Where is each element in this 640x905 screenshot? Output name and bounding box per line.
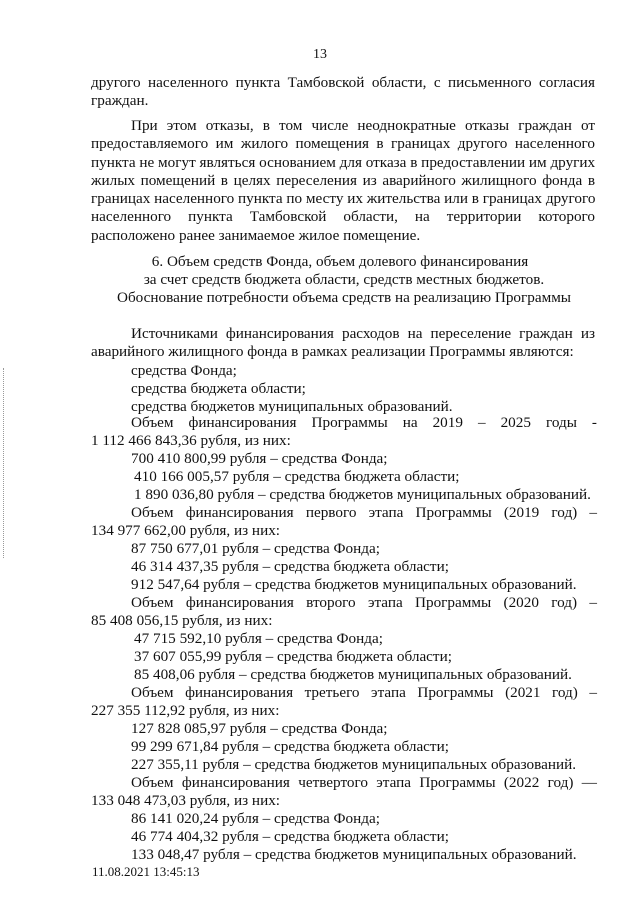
body-line: средства бюджета области; [131, 380, 306, 397]
body-line: Объем финансирования третьего этапа Программы (2021 год) – [131, 684, 597, 701]
body-line: 37 607 055,99 рубля – средства бюджета области; [134, 648, 452, 665]
body-line: 86 141 020,24 рубля – средства Фонда; [131, 810, 380, 827]
body-line: 99 299 671,84 рубля – средства бюджета области; [131, 738, 449, 755]
body-line: 87 750 677,01 рубля – средства Фонда; [131, 540, 380, 557]
paragraph-line: жилых помещений в целях переселения из аварийного жилищного фонда в [91, 172, 595, 189]
body-line: Источниками финансирования расходов на переселение граждан из [131, 325, 595, 342]
body-line: 47 715 592,10 рубля – средства Фонда; [134, 630, 383, 647]
body-line: 133 048 473,03 рубля, из них: [91, 792, 281, 809]
body-line: 133 048,47 рубля – средства бюджетов муниципальных образований. [131, 846, 577, 863]
paragraph-line: При этом отказы, в том числе неоднократные отказы граждан от [131, 117, 595, 134]
body-line: Объем финансирования первого этапа Программы (2019 год) – [131, 504, 597, 521]
section-heading-line: 6. Объем средств Фонда, объем долевого финансирования [151, 253, 529, 270]
body-line: 1 112 466 843,36 рубля, из них: [91, 432, 291, 449]
binding-edge-marks [3, 368, 5, 558]
section-heading-line: Обоснование потребности объема средств на реализацию Программы [116, 289, 572, 306]
body-line: 912 547,64 рубля – средства бюджетов муниципальных образований. [131, 576, 577, 593]
body-line: средства бюджетов муниципальных образований. [131, 398, 453, 415]
paragraph-line: другого населенного пункта Тамбовской области, с письменного согласия [91, 74, 595, 91]
body-line: Объем финансирования второго этапа Программы (2020 год) – [131, 594, 597, 611]
section-heading-line: за счет средств бюджета области, средств местных бюджетов. [143, 271, 545, 288]
body-line: Объем финансирования четвертого этапа Программы (2022 год) — [131, 774, 597, 791]
body-line: 134 977 662,00 рубля, из них: [91, 522, 281, 539]
paragraph-line: предоставляемого им жилого помещения в границах другого населенного [91, 135, 595, 152]
body-line: 85 408,06 рубля – средства бюджетов муниципальных образований. [134, 666, 572, 683]
body-line: 227 355,11 рубля – средства бюджетов муниципальных образований. [131, 756, 577, 773]
body-line: 700 410 800,99 рубля – средства Фонда; [131, 450, 388, 467]
paragraph-line: расположено ранее занимаемое жилое помещение. [91, 227, 421, 244]
page-number: 13 [313, 47, 327, 62]
body-line: 85 408 056,15 рубля, из них: [91, 612, 273, 629]
body-line: Объем финансирования Программы на 2019 – 2025 годы - [131, 414, 597, 431]
body-line: аварийного жилищного фонда в рамках реализации Программы являются: [91, 343, 574, 360]
body-line: 227 355 112,92 рубля, из них: [91, 702, 280, 719]
body-line: 1 890 036,80 рубля – средства бюджетов муниципальных образований. [134, 486, 591, 503]
paragraph-line: пункта не могут являться основанием для отказа в предоставлении им других [91, 154, 596, 171]
body-line: 410 166 005,57 рубля – средства бюджета области; [134, 468, 460, 485]
paragraph-line: границах населенного пункта по месту их жительства или в границах другого [91, 190, 596, 207]
body-line: средства Фонда; [131, 362, 237, 379]
footer-timestamp: 11.08.2021 13:45:13 [92, 864, 200, 879]
body-line: 127 828 085,97 рубля – средства Фонда; [131, 720, 388, 737]
body-line: 46 774 404,32 рубля – средства бюджета области; [131, 828, 449, 845]
paragraph-line: населенного пункта Тамбовской области, на территории которого [91, 208, 595, 225]
body-line: 46 314 437,35 рубля – средства бюджета области; [131, 558, 449, 575]
paragraph-line: граждан. [91, 92, 149, 109]
